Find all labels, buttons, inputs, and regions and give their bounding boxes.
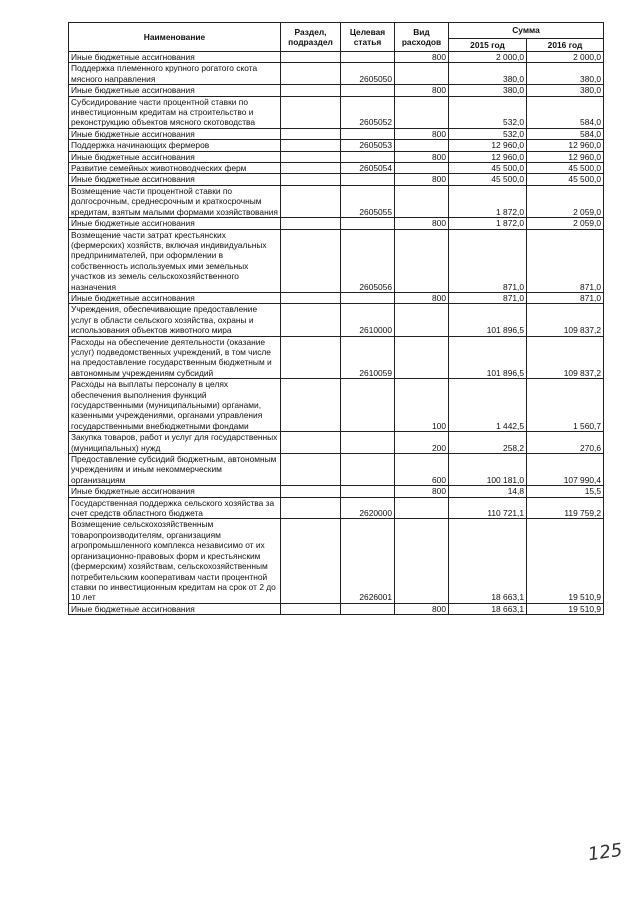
row-name: Субсидирование части процентной ставки по инвестиционным кредитам на строительство и реконструкцию объектов мясного скотоводства	[69, 96, 281, 128]
row-name: Иные бюджетные ассигнования	[69, 128, 281, 139]
row-section	[281, 128, 341, 139]
row-target	[341, 85, 395, 96]
row-name: Закупка товаров, работ и услуг для государственных (муниципальных) нужд	[69, 432, 281, 454]
row-target	[341, 174, 395, 185]
row-section	[281, 486, 341, 497]
table-row	[69, 292, 604, 303]
row-value-2016: 270,6	[527, 432, 604, 454]
row-target	[341, 379, 395, 432]
row-type: 100	[395, 379, 449, 432]
table-row	[69, 218, 604, 229]
header-name: Наименование	[69, 23, 281, 52]
row-target	[341, 292, 395, 303]
row-value-2015: 1 872,0	[449, 185, 527, 217]
row-value-2015: 12 960,0	[449, 151, 527, 162]
row-target	[341, 454, 395, 486]
row-section	[281, 85, 341, 96]
row-target: 2605050	[341, 63, 395, 85]
table-row	[69, 151, 604, 162]
row-value-2015: 380,0	[449, 63, 527, 85]
row-target: 2605055	[341, 185, 395, 217]
row-target	[341, 52, 395, 63]
row-target	[341, 603, 395, 614]
table-row	[69, 63, 604, 85]
row-value-2016: 45 500,0	[527, 163, 604, 174]
row-section	[281, 292, 341, 303]
header-2015: 2015 год	[449, 39, 527, 52]
row-target: 2605056	[341, 229, 395, 292]
row-value-2015: 2 000,0	[449, 52, 527, 63]
row-section	[281, 218, 341, 229]
row-name: Иные бюджетные ассигнования	[69, 486, 281, 497]
row-target	[341, 486, 395, 497]
row-type	[395, 229, 449, 292]
row-section	[281, 174, 341, 185]
row-value-2015: 258,2	[449, 432, 527, 454]
row-value-2015: 532,0	[449, 128, 527, 139]
header-type: Вид расходов	[395, 23, 449, 52]
row-name: Возмещение сельскохозяйственным товаропроизводителям, организациям агропромышленного комплекса независимо от их организационно-правовых форм и крестьянским (фермерским) хозяйствам, сельскохозяйственным потребительским кооперативам части процентной ставки по инвестиционным кредитам на срок от 2 до 10 лет	[69, 519, 281, 603]
row-value-2015: 532,0	[449, 96, 527, 128]
row-type	[395, 519, 449, 603]
row-value-2015: 871,0	[449, 292, 527, 303]
row-name: Предоставление субсидий бюджетным, автономным учреждениям и иным некоммерческим организациям	[69, 454, 281, 486]
row-type	[395, 140, 449, 151]
row-value-2016: 15,5	[527, 486, 604, 497]
row-type	[395, 336, 449, 379]
row-target: 2610059	[341, 336, 395, 379]
row-value-2016: 380,0	[527, 85, 604, 96]
row-value-2015: 18 663,1	[449, 603, 527, 614]
row-section	[281, 454, 341, 486]
row-target	[341, 218, 395, 229]
row-value-2016: 2 000,0	[527, 52, 604, 63]
row-section	[281, 603, 341, 614]
row-value-2016: 1 560,7	[527, 379, 604, 432]
row-type: 800	[395, 292, 449, 303]
row-section	[281, 519, 341, 603]
row-type	[395, 96, 449, 128]
table-row	[69, 486, 604, 497]
row-section	[281, 151, 341, 162]
row-target: 2605054	[341, 163, 395, 174]
row-value-2016: 109 837,2	[527, 336, 604, 379]
row-target: 2605052	[341, 96, 395, 128]
row-name: Возмещение части затрат крестьянских (фермерских) хозяйств, включая индивидуальных предпринимателей, при оформлении в собственность используемых ими земельных участков из земель сельскохозяйственного назначения	[69, 229, 281, 292]
row-type: 800	[395, 486, 449, 497]
row-name: Иные бюджетные ассигнования	[69, 151, 281, 162]
header-target: Целевая статья	[341, 23, 395, 52]
row-name: Иные бюджетные ассигнования	[69, 292, 281, 303]
row-name: Поддержка племенного крупного рогатого скота мясного направления	[69, 63, 281, 85]
row-value-2016: 45 500,0	[527, 174, 604, 185]
row-type	[395, 497, 449, 519]
row-section	[281, 185, 341, 217]
row-section	[281, 432, 341, 454]
row-name: Учреждения, обеспечивающие предоставление услуг в области сельского хозяйства, охраны и использования объектов животного мира	[69, 304, 281, 336]
table-row	[69, 336, 604, 379]
row-name: Возмещение части процентной ставки по долгосрочным, среднесрочным и краткосрочным кредитам, взятым малыми формами хозяйствования	[69, 185, 281, 217]
row-target: 2605053	[341, 140, 395, 151]
row-section	[281, 336, 341, 379]
table-row	[69, 85, 604, 96]
table-row	[69, 52, 604, 63]
row-target	[341, 128, 395, 139]
table-row	[69, 174, 604, 185]
table-row	[69, 229, 604, 292]
row-value-2015: 45 500,0	[449, 174, 527, 185]
row-target: 2610000	[341, 304, 395, 336]
row-value-2015: 45 500,0	[449, 163, 527, 174]
row-type: 800	[395, 151, 449, 162]
row-section	[281, 163, 341, 174]
table-row	[69, 519, 604, 603]
row-value-2015: 871,0	[449, 229, 527, 292]
table-body	[69, 52, 604, 615]
row-value-2016: 2 059,0	[527, 185, 604, 217]
table-row	[69, 454, 604, 486]
table-row	[69, 432, 604, 454]
table-row	[69, 140, 604, 151]
row-name: Иные бюджетные ассигнования	[69, 603, 281, 614]
row-value-2016: 871,0	[527, 229, 604, 292]
row-value-2015: 110 721,1	[449, 497, 527, 519]
budget-table	[68, 22, 604, 615]
row-value-2015: 18 663,1	[449, 519, 527, 603]
row-type: 200	[395, 432, 449, 454]
page-number: 125	[586, 839, 624, 866]
row-name: Иные бюджетные ассигнования	[69, 218, 281, 229]
row-name: Иные бюджетные ассигнования	[69, 85, 281, 96]
header-2016: 2016 год	[527, 39, 604, 52]
header-sum: Сумма	[449, 23, 604, 39]
row-value-2015: 1 442,5	[449, 379, 527, 432]
row-value-2016: 19 510,9	[527, 519, 604, 603]
table-row	[69, 163, 604, 174]
row-name: Расходы на выплаты персоналу в целях обеспечения выполнения функций государственными (муниципальными) органами, казенными учреждениями, органами управления государственными внебюджетными фондами	[69, 379, 281, 432]
row-value-2016: 871,0	[527, 292, 604, 303]
row-value-2016: 107 990,4	[527, 454, 604, 486]
row-type	[395, 63, 449, 85]
row-value-2015: 101 896,5	[449, 336, 527, 379]
row-value-2016: 119 759,2	[527, 497, 604, 519]
row-value-2016: 380,0	[527, 63, 604, 85]
row-name: Поддержка начинающих фермеров	[69, 140, 281, 151]
header-section: Раздел, подраздел	[281, 23, 341, 52]
row-value-2015: 380,0	[449, 85, 527, 96]
row-section	[281, 140, 341, 151]
table-row	[69, 379, 604, 432]
row-value-2016: 584,0	[527, 128, 604, 139]
row-type	[395, 304, 449, 336]
row-target: 2620000	[341, 497, 395, 519]
row-section	[281, 379, 341, 432]
row-name: Государственная поддержка сельского хозяйства за счет средств областного бюджета	[69, 497, 281, 519]
row-name: Расходы на обеспечение деятельности (оказание услуг) подведомственных учреждений, в том числе на предоставление государственным бюджетным и автономным учреждениям субсидий	[69, 336, 281, 379]
row-value-2015: 1 872,0	[449, 218, 527, 229]
row-type: 800	[395, 52, 449, 63]
row-section	[281, 63, 341, 85]
table-row	[69, 497, 604, 519]
row-name: Иные бюджетные ассигнования	[69, 174, 281, 185]
row-type: 600	[395, 454, 449, 486]
table-row	[69, 96, 604, 128]
row-value-2016: 584,0	[527, 96, 604, 128]
row-type	[395, 163, 449, 174]
row-type: 800	[395, 85, 449, 96]
row-value-2016: 12 960,0	[527, 151, 604, 162]
table-row	[69, 128, 604, 139]
table-row	[69, 185, 604, 217]
row-type	[395, 185, 449, 217]
row-target: 2626001	[341, 519, 395, 603]
row-target	[341, 151, 395, 162]
row-value-2016: 12 960,0	[527, 140, 604, 151]
row-section	[281, 96, 341, 128]
row-value-2016: 109 837,2	[527, 304, 604, 336]
row-section	[281, 304, 341, 336]
row-type: 800	[395, 174, 449, 185]
row-section	[281, 52, 341, 63]
row-type: 800	[395, 128, 449, 139]
table-row	[69, 304, 604, 336]
row-value-2015: 12 960,0	[449, 140, 527, 151]
row-value-2015: 14,8	[449, 486, 527, 497]
row-value-2016: 19 510,9	[527, 603, 604, 614]
row-target	[341, 432, 395, 454]
row-value-2016: 2 059,0	[527, 218, 604, 229]
table-row	[69, 603, 604, 614]
table-header	[69, 23, 604, 52]
row-section	[281, 229, 341, 292]
row-type: 800	[395, 218, 449, 229]
row-value-2015: 100 181,0	[449, 454, 527, 486]
row-value-2015: 101 896,5	[449, 304, 527, 336]
row-name: Иные бюджетные ассигнования	[69, 52, 281, 63]
row-name: Развитие семейных животноводческих ферм	[69, 163, 281, 174]
row-type: 800	[395, 603, 449, 614]
row-section	[281, 497, 341, 519]
